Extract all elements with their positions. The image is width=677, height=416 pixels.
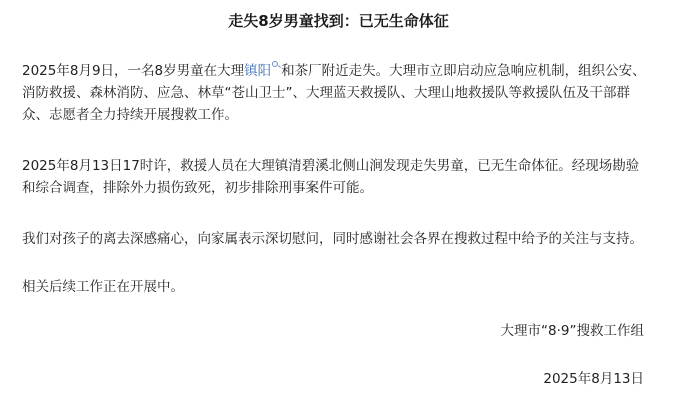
- paragraph-announcement: [22, 60, 652, 126]
- signature: 大理市“8·9”搜救工作组: [500, 323, 644, 339]
- paragraph-condolence: 我们对孩子的离去深感痛心，向家属表示深切慰问，同时感谢社会各界在搜救过程中给予的关注与支持。: [22, 231, 643, 247]
- paragraph-finding: 2025年8月13日17时许，救援人员在大理镇清碧溪北侧山涧发现走失男童，已无生命体征。经现场勘验和综合调查，排除外力损伤致死，初步排除刑事案件可能。: [22, 158, 640, 196]
- search-icon[interactable]: [272, 61, 280, 69]
- paragraph-text: 和茶厂附近走失。大理市立即启动应急响应机制，组织公安、消防救援、森林消防、应急、林草“苍山卫士”、大理蓝天救援队、大理山地救援队等救援队伍及干部群众、志愿者全力持续开展搜救工作。: [22, 63, 646, 123]
- paragraph-followup: 相关后续工作正在开展中。: [22, 279, 184, 295]
- paragraph-text: 2025年8月9日，一名8岁男童在大理: [22, 63, 245, 79]
- document-date: 2025年8月13日: [543, 371, 644, 387]
- page-title: 走失8岁男童找到：已无生命体征: [228, 12, 449, 30]
- location-link[interactable]: 镇阳: [244, 63, 272, 79]
